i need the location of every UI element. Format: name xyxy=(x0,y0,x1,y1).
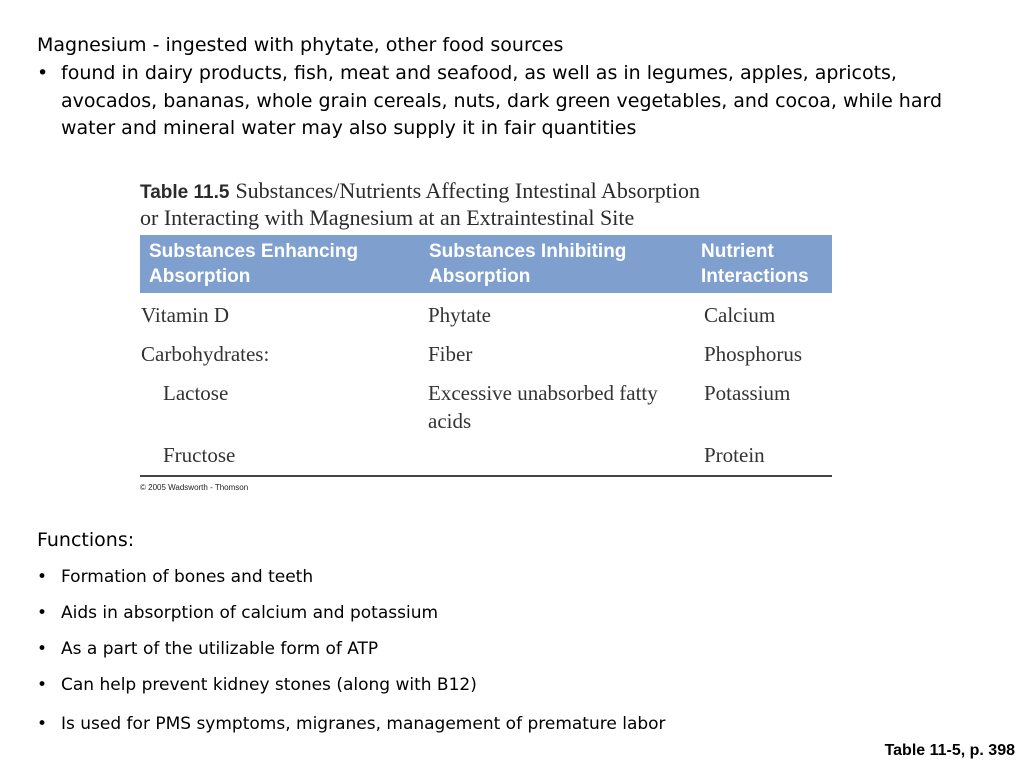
bullet-icon: • xyxy=(37,603,48,623)
list-item-text: Formation of bones and teeth xyxy=(61,567,314,587)
header-inhibiting: Substances Inhibiting Absorption xyxy=(429,241,627,287)
bullet-icon: • xyxy=(37,62,49,84)
table-row xyxy=(140,379,832,435)
list-item-text: Aids in absorption of calcium and potassium xyxy=(61,603,439,623)
bullet-icon: • xyxy=(37,639,48,659)
table-cell: Potassium xyxy=(704,381,791,405)
table-caption xyxy=(140,178,832,230)
bullet-icon: • xyxy=(37,714,48,734)
list-item-text: Can help prevent kidney stones (along with B12) xyxy=(61,675,477,695)
intro-heading: Magnesium - ingested with phytate, other food sources xyxy=(37,34,564,56)
table-body xyxy=(140,301,832,477)
table-cell xyxy=(428,441,700,469)
list-item xyxy=(37,565,937,601)
table-row xyxy=(140,301,832,329)
table-cell: Phosphorus xyxy=(704,342,803,366)
functions-list xyxy=(37,565,937,748)
header-interactions: Nutrient Interactions xyxy=(701,241,809,287)
functions-title: Functions: xyxy=(37,529,135,551)
table-caption-line2: or Interacting with Magnesium at an Extraintestinal Site xyxy=(140,205,635,230)
table-row xyxy=(140,340,832,368)
table-number: Table 11.5 xyxy=(140,182,230,203)
intro-bullet xyxy=(37,60,997,143)
table-cell: Lactose xyxy=(163,381,229,405)
table-figure xyxy=(140,178,832,492)
list-item xyxy=(37,673,937,709)
table-cell: Fiber xyxy=(428,342,473,366)
list-item-text: Is used for PMS symptoms, migranes, management of premature labor xyxy=(61,714,666,734)
table-header xyxy=(140,235,832,293)
bullet-icon: • xyxy=(37,567,48,587)
table-row xyxy=(140,441,832,469)
list-item xyxy=(37,637,937,673)
table-cell: Protein xyxy=(704,443,765,467)
list-item xyxy=(37,712,937,748)
table-cell: Vitamin D xyxy=(141,303,229,327)
table-cell: Calcium xyxy=(704,303,776,327)
list-item-text: As a part of the utilizable form of ATP xyxy=(61,639,379,659)
table-caption-line1: Substances/Nutrients Affecting Intestinal Absorption xyxy=(235,178,701,203)
copyright-notice: © 2005 Wadsworth - Thomson xyxy=(140,483,249,492)
list-item xyxy=(37,601,937,637)
intro-bullet-row xyxy=(37,60,997,143)
bullet-icon: • xyxy=(37,675,48,695)
table-cell: Carbohydrates: xyxy=(141,342,270,366)
table-cell: Phytate xyxy=(428,303,491,327)
header-enhancing: Substances Enhancing Absorption xyxy=(149,241,359,287)
table-cell: Excessive unabsorbed fatty acids xyxy=(428,381,658,433)
source-reference: Table 11-5, p. 398 xyxy=(884,742,1015,759)
food-sources-text: found in dairy products, fish, meat and seafood, as well as in legumes, apples, apricots, avocados, bananas, whole grain cereals, nuts, dark green vegetables, and cocoa, while hard water and mineral water may also supply it in fair quantities xyxy=(61,62,943,139)
table-cell: Fructose xyxy=(163,443,236,467)
